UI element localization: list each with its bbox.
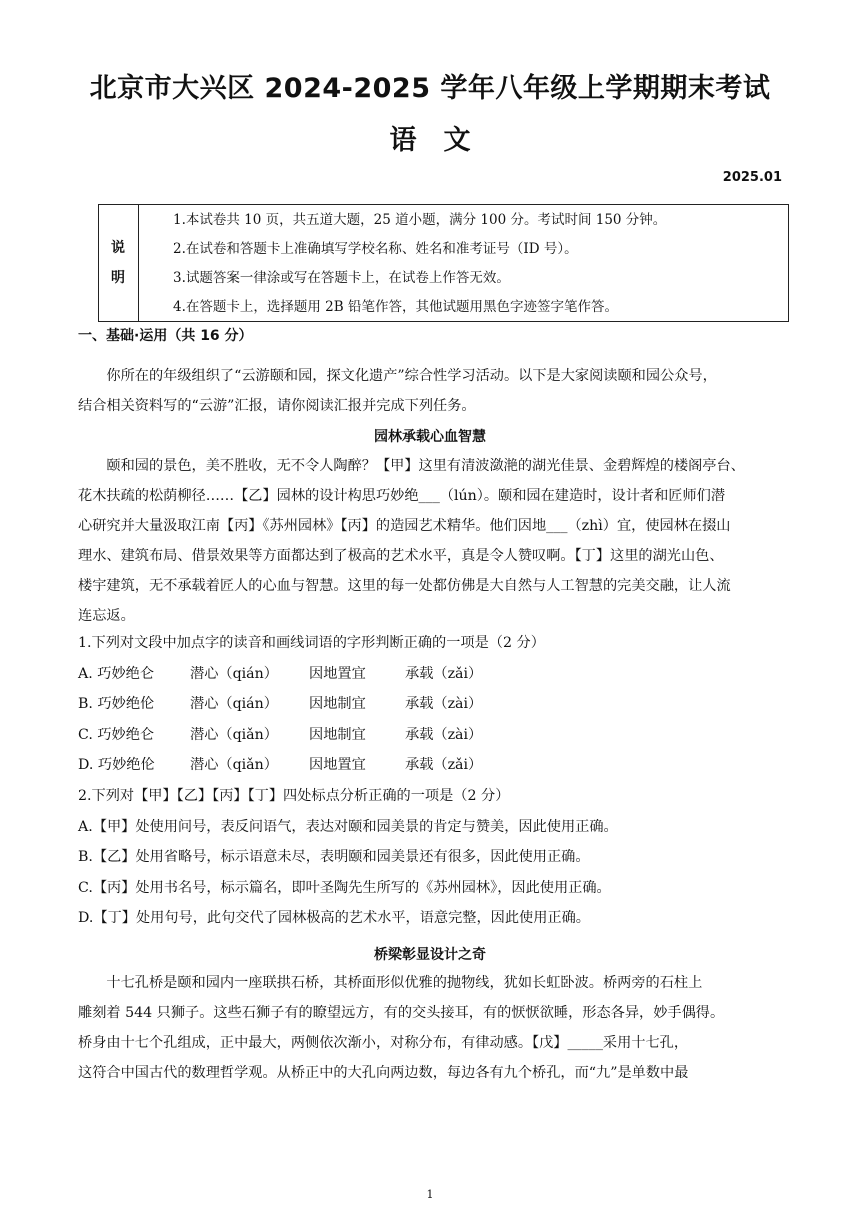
part1-title: 园林承载心血智慧 (374, 429, 486, 445)
option-pinyin: 承载（zài） (405, 726, 483, 743)
text-line: 十七孔桥是颐和园内一座联拱石桥，其桥面形似优雅的抛物线，犹如长虹卧波。桥两旁的石柱上 (78, 975, 703, 991)
option-word: D. 巧妙绝伦 (78, 757, 155, 774)
instructions-label (99, 205, 139, 321)
option-word: C. 巧妙绝仑 (78, 726, 155, 743)
instruction-item: 1.本试卷共 10 页，共五道大题，25 道小题，满分 100 分。考试时间 150 分钟。 (173, 212, 667, 228)
option-a (78, 659, 618, 690)
text-line: 理水、建筑布局、借景效果等方面都达到了极高的艺术水平，真是令人赞叹啊。【丁】这里的湖光山色、 (78, 548, 724, 564)
option-pinyin: 承载（zài） (405, 696, 483, 713)
text-line: 结合相关资料写的“云游”汇报，请你阅读汇报并完成下列任务。 (78, 398, 476, 414)
instructions-list (173, 207, 666, 323)
part2-paragraph (78, 968, 790, 1088)
text-line: 桥身由十七个孔组成，正中最大，两侧依次渐小，对称分布，有律动感。【戊】_____采用十七孔， (78, 1035, 689, 1051)
section-heading: 一、基础·运用（共 16 分） (78, 328, 253, 344)
exam-date: 2025.01 (722, 170, 782, 185)
option-word: 因地制宜 (309, 726, 366, 743)
instruction-item: 2.在试卷和答题卡上准确填写学校名称、姓名和准考证号（ID 号）。 (173, 241, 578, 257)
text-line: 你所在的年级组织了“云游颐和园，探文化遗产”综合性学习活动。以下是大家阅读颐和园公众号， (78, 368, 717, 384)
question-stem: 1.下列对文段中加点字的读音和画线词语的字形判断正确的一项是（2 分） (78, 635, 545, 651)
question-2-stem: 2.下列对【甲】【乙】【丙】【丁】四处标点分析正确的一项是（2 分） (78, 787, 510, 804)
instructions-label-bottom: 明 (111, 270, 125, 286)
option-b: B.【乙】处用省略号，标示语意未尽，表明颐和园美景还有很多，因此使用正确。 (78, 849, 590, 866)
text-line: 连忘返。 (78, 608, 135, 624)
text-line: 心研究并大量汲取江南【丙】《苏州园林》【丙】的造园艺术精华。他们因地___（zhì）宜，使园林在掇山 (78, 518, 731, 534)
option-word: A. 巧妙绝仑 (78, 665, 155, 682)
option-a: A.【甲】处使用问号，表反问语气，表达对颐和园美景的肯定与赞美，因此使用正确。 (78, 818, 618, 835)
instructions-box (98, 204, 789, 322)
instruction-item: 3.试题答案一律涂或写在答题卡上，在试卷上作答无效。 (173, 270, 510, 286)
instructions-label-top: 说 (111, 240, 125, 256)
text-line: 雕刻着 544 只狮子。这些石狮子有的瞭望远方，有的交头接耳，有的恹恹欲睡，形态各异，妙手偶得。 (78, 1005, 725, 1021)
option-word: 因地置宜 (309, 665, 366, 682)
option-word: 因地制宜 (309, 696, 366, 713)
option-word: 因地置宜 (309, 757, 366, 774)
option-pinyin: 潜心（qián） (190, 665, 278, 682)
option-pinyin: 潜心（qián） (190, 696, 278, 713)
question-1 (78, 628, 618, 934)
option-pinyin: 承载（zǎi） (405, 665, 483, 682)
option-c: C.【丙】处用书名号，标示篇名，即叶圣陶先生所写的《苏州园林》，因此使用正确。 (78, 879, 611, 896)
option-c (78, 720, 618, 751)
option-d (78, 750, 618, 781)
text-line: 这符合中国古代的数理哲学观。从桥正中的大孔向两边数，每边各有九个桥孔，而“九”是单数中最 (78, 1065, 689, 1081)
subject-title: 语 文 (389, 125, 471, 156)
intro-paragraph (78, 361, 790, 421)
part1-paragraph (78, 451, 790, 631)
option-b (78, 689, 618, 720)
text-line: 楼宇建筑，无不承载着匠人的心血与智慧。这里的每一处都仿佛是大自然与人工智慧的完美交融，让人流 (78, 578, 731, 594)
page-number: 1 (426, 1188, 434, 1201)
option-pinyin: 承载（zǎi） (405, 757, 483, 774)
instruction-item: 4.在答题卡上，选择题用 2B 铅笔作答，其他试题用黑色字迹签字笔作答。 (173, 299, 618, 315)
option-pinyin: 潜心（qiǎn） (190, 726, 278, 743)
text-line: 花木扶疏的松荫柳径……【乙】园林的设计构思巧妙绝___（lún）。颐和园在建造时，设计者和匠师们潜 (78, 488, 726, 504)
option-pinyin: 潜心（qiǎn） (190, 757, 278, 774)
option-word: B. 巧妙绝伦 (78, 696, 155, 713)
text-line: 颐和园的景色，美不胜收，无不令人陶醉？【甲】这里有清波潋滟的湖光佳景、金碧辉煌的楼阁亭台、 (78, 458, 745, 474)
part2-title: 桥梁彰显设计之奇 (374, 947, 486, 963)
option-d: D.【丁】处用句号，此句交代了园林极高的艺术水平，语意完整，因此使用正确。 (78, 910, 590, 927)
exam-title: 北京市大兴区 2024-2025 学年八年级上学期期末考试 (89, 73, 771, 104)
